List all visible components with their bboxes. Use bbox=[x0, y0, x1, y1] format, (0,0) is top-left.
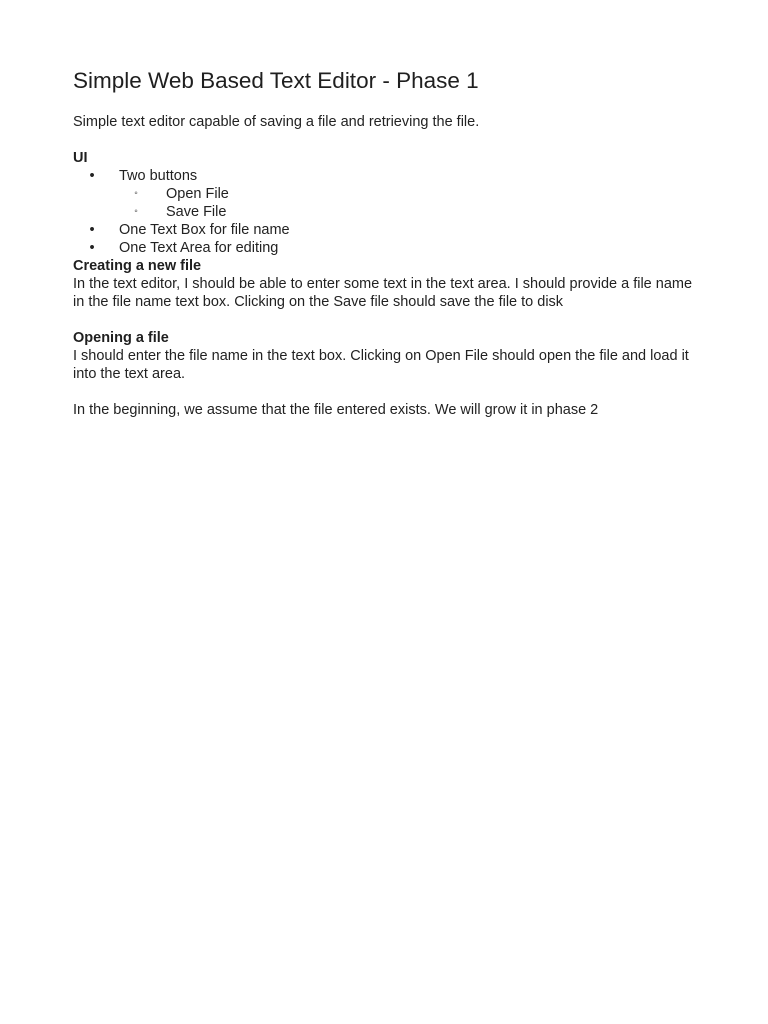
creating-section-body: In the text editor, I should be able to enter some text in the text area. I should provide a file name in the file name text box. Clicking on the Save file should save the file to disk bbox=[73, 276, 693, 310]
ui-section-heading: UI bbox=[73, 150, 88, 166]
sub-list-item-save-file bbox=[73, 203, 703, 221]
intro-paragraph: Simple text editor capable of saving a file and retrieving the file. bbox=[73, 114, 480, 130]
opening-section-heading: Opening a file bbox=[73, 330, 169, 346]
list-item-text-box bbox=[73, 221, 703, 239]
list-item-text-area bbox=[73, 239, 703, 257]
ui-requirements-list bbox=[73, 167, 703, 257]
list-item-label: One Text Box for file name bbox=[119, 222, 290, 238]
paragraph-spacer bbox=[73, 311, 703, 329]
sub-list-item-label: Open File bbox=[166, 186, 229, 202]
list-item-label: Two buttons bbox=[119, 168, 198, 184]
hollow-bullet-icon: ◦ bbox=[134, 188, 138, 199]
bullet-icon: • bbox=[89, 168, 95, 184]
paragraph-spacer bbox=[73, 383, 703, 401]
sub-list-container bbox=[73, 185, 703, 221]
buttons-sub-list bbox=[73, 185, 703, 221]
opening-section-body: I should enter the file name in the text box. Clicking on Open File should open the file and load it into the text area. bbox=[73, 348, 689, 382]
sub-list-item-open-file bbox=[73, 185, 703, 203]
closing-note: In the beginning, we assume that the file entered exists. We will grow it in phase 2 bbox=[73, 402, 599, 418]
sub-list-item-label: Save File bbox=[166, 204, 227, 220]
document-title: Simple Web Based Text Editor - Phase 1 bbox=[73, 68, 479, 93]
list-item-two-buttons bbox=[73, 167, 703, 185]
bullet-icon: • bbox=[89, 240, 95, 256]
hollow-bullet-icon: ◦ bbox=[134, 206, 138, 217]
creating-section-heading: Creating a new file bbox=[73, 258, 202, 274]
document-page bbox=[73, 66, 703, 419]
list-item-label: One Text Area for editing bbox=[119, 240, 279, 256]
bullet-icon: • bbox=[89, 222, 95, 238]
